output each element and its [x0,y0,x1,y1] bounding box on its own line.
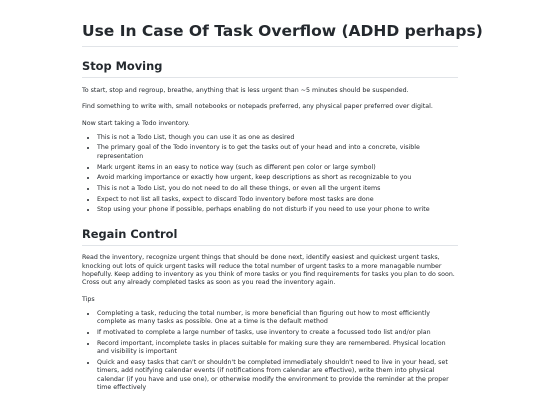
list-item: • Avoid marking importance or exactly how urgent, keep descriptions as short as recognizable to you [97,174,458,182]
list-item: • Quick and easy tasks that can't or shouldn't be completed immediately shouldn't need to live in your head, set timers, add notifying calendar events (if notifications from calendar are effective), write them into physical calendar (if you have and use one), or otherwise modify the environment to provide the reminder at the proper time effectively [97,359,458,393]
list-item: • The primary goal of the Todo inventory is to get the tasks out of your head and into a concrete, visible representation [97,144,458,161]
list-item: • Mark urgent items in an easy to notice way (such as different pen color or large symbol) [97,164,458,172]
bullet-list [82,134,458,215]
paragraph: Tips [82,296,95,304]
paragraph: Find something to write with, small notebooks or notepads preferred, any physical paper preferred over digital. [82,103,433,111]
paragraph: To start, stop and regroup, breathe, anything that is less urgent than ~5 minutes should be suspended. [82,86,409,94]
list-item: • If motivated to complete a large number of tasks, use inventory to create a focussed todo list and/or plan [97,329,458,337]
page-title: Use In Case Of Task Overflow (ADHD perhaps) [82,22,458,47]
document [82,0,483,395]
section-heading-regain-control: Regain Control [82,227,458,246]
list-item: • Completing a task, reducing the total number, is more beneficial than figuring out how to most efficiently complete as many tasks as possible. One at a time is the default method [97,310,458,327]
list-item: • Record important, incomplete tasks in places suitable for making sure they are remembered. Physical location and visibility is important [97,340,458,357]
list-item: • This is not a Todo List, you do not need to do all these things, or even all the urgent items [97,185,458,193]
list-item: • This is not a Todo List, though you can use it as one as desired [97,134,458,142]
paragraph: Read the inventory, recognize urgent things that should be done next, identify easiest and quickest urgent tasks, knocking out lots of quick urgent tasks will reduce the total number of urgent tasks to a more managable number hopefully. Keep adding to inventory as you think of more tasks or you find requirements for tasks you plan to do soon. Cross out any already completed tasks as soon as you read the inventory again. [82,254,455,287]
section-heading-stop-moving: Stop Moving [82,59,458,78]
list-item: • Expect to not list all tasks, expect to discard Todo inventory before most tasks are done [97,196,458,204]
paragraph: Now start taking a Todo inventory. [82,120,190,128]
list-item: • Stop using your phone if possible, perhaps enabling do not disturb if you need to use your phone to write [97,206,458,214]
bullet-list [82,310,458,393]
